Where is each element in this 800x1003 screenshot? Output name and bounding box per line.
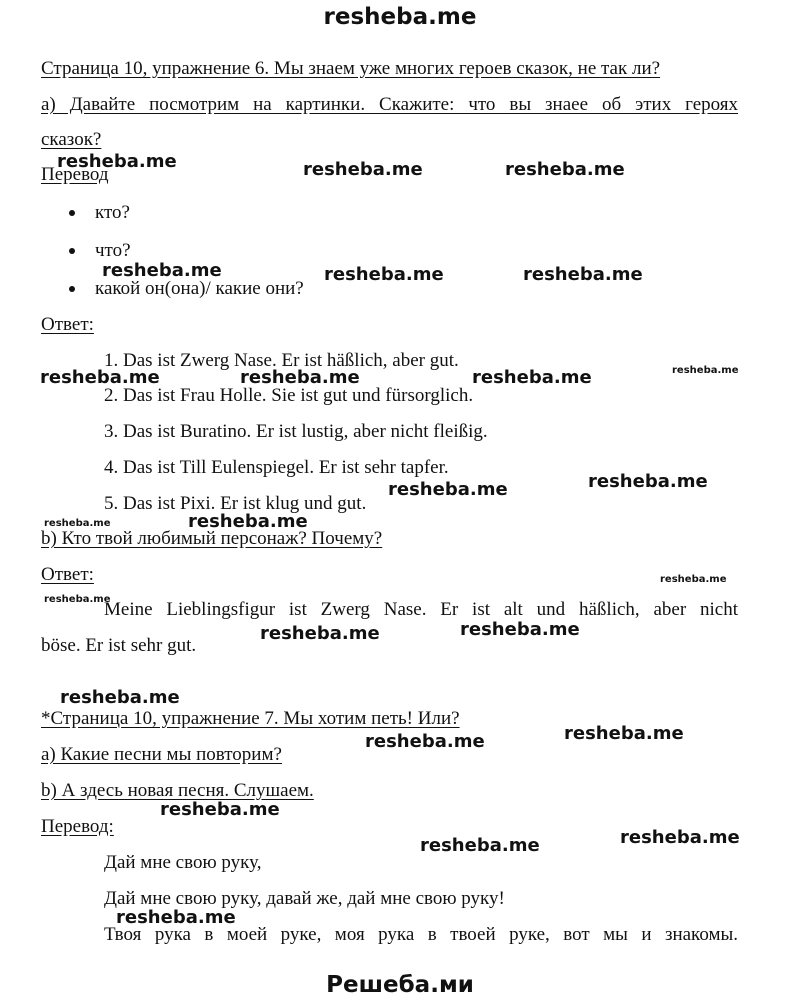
- translation-label: Перевод: [41, 164, 109, 185]
- bullet-item-who: кто?: [95, 202, 130, 223]
- exercise-6-title: Страница 10, упражнение 6. Мы знаем уже многих героев сказок, не так ли?: [41, 58, 661, 79]
- translation-label-7: Перевод:: [41, 816, 114, 837]
- watermark: resheba.me: [116, 907, 236, 928]
- watermark-small: resheba.me: [672, 365, 739, 376]
- bullet-dot: [69, 210, 75, 216]
- exercise-6-task-b: b) Кто твой любимый персонаж? Почему?: [41, 528, 383, 549]
- watermark: resheba.me: [188, 511, 308, 532]
- watermark-small: resheba.me: [44, 518, 111, 529]
- bullet-item-what: что?: [95, 240, 131, 261]
- watermark: resheba.me: [57, 151, 177, 172]
- watermark: resheba.me: [365, 731, 485, 752]
- song-line-1: Дай мне свою руку,: [104, 852, 262, 873]
- exercise-7-title: *Страница 10, упражнение 7. Мы хотим петь! Или?: [41, 708, 460, 729]
- answer-b-label: Ответ:: [41, 564, 94, 585]
- watermark: resheba.me: [505, 159, 625, 180]
- bullet-dot: [69, 248, 75, 254]
- answer-item-5: 5. Das ist Pixi. Er ist klug und gut.: [104, 493, 367, 514]
- exercise-7-task-a: а) Какие песни мы повторим?: [41, 744, 282, 765]
- answer-item-1: 1. Das ist Zwerg Nase. Er ist häßlich, aber gut.: [104, 350, 459, 371]
- watermark: resheba.me: [420, 835, 540, 856]
- watermark: resheba.me: [388, 479, 508, 500]
- answer-b-line2: böse. Er ist sehr gut.: [41, 635, 197, 656]
- watermark-small: resheba.me: [44, 594, 111, 605]
- bullet-item-which: какой он(она)/ какие они?: [95, 278, 304, 299]
- answer-item-4: 4. Das ist Till Eulenspiegel. Er ist sehr tapfer.: [104, 457, 449, 478]
- exercise-6-task-a-line1: а) Давайте посмотрим на картинки. Скажите: что вы знаее об этих героях: [41, 94, 738, 115]
- watermark: resheba.me: [160, 799, 280, 820]
- watermark: resheba.me: [40, 367, 160, 388]
- watermark: resheba.me: [564, 723, 684, 744]
- site-footer-logo: Решеба.ми: [326, 972, 474, 998]
- watermark: resheba.me: [620, 827, 740, 848]
- site-header-logo: resheba.me: [323, 4, 477, 30]
- watermark: resheba.me: [303, 159, 423, 180]
- answer-item-3: 3. Das ist Buratino. Er ist lustig, aber nicht fleißig.: [104, 421, 488, 442]
- watermark: resheba.me: [460, 619, 580, 640]
- watermark-small: resheba.me: [660, 574, 727, 585]
- bullet-dot: [69, 286, 75, 292]
- exercise-7-task-b: b) А здесь новая песня. Слушаем.: [41, 780, 314, 801]
- exercise-6-task-a-line2: сказок?: [41, 129, 102, 150]
- watermark: resheba.me: [472, 367, 592, 388]
- watermark: resheba.me: [240, 367, 360, 388]
- watermark: resheba.me: [324, 264, 444, 285]
- song-line-3: Твоя рука в моей руке, моя рука в твоей руке, вот мы и знакомы.: [104, 924, 738, 945]
- song-line-2: Дай мне свою руку, давай же, дай мне свою руку!: [104, 888, 505, 909]
- watermark: resheba.me: [588, 471, 708, 492]
- answer-b-line1: Meine Lieblingsfigur ist Zwerg Nase. Er ist alt und häßlich, aber nicht: [104, 599, 738, 620]
- answer-label: Ответ:: [41, 314, 94, 335]
- watermark: resheba.me: [102, 260, 222, 281]
- answer-item-2: 2. Das ist Frau Holle. Sie ist gut und fürsorglich.: [104, 385, 474, 406]
- watermark: resheba.me: [60, 687, 180, 708]
- watermark: resheba.me: [523, 264, 643, 285]
- watermark: resheba.me: [260, 623, 380, 644]
